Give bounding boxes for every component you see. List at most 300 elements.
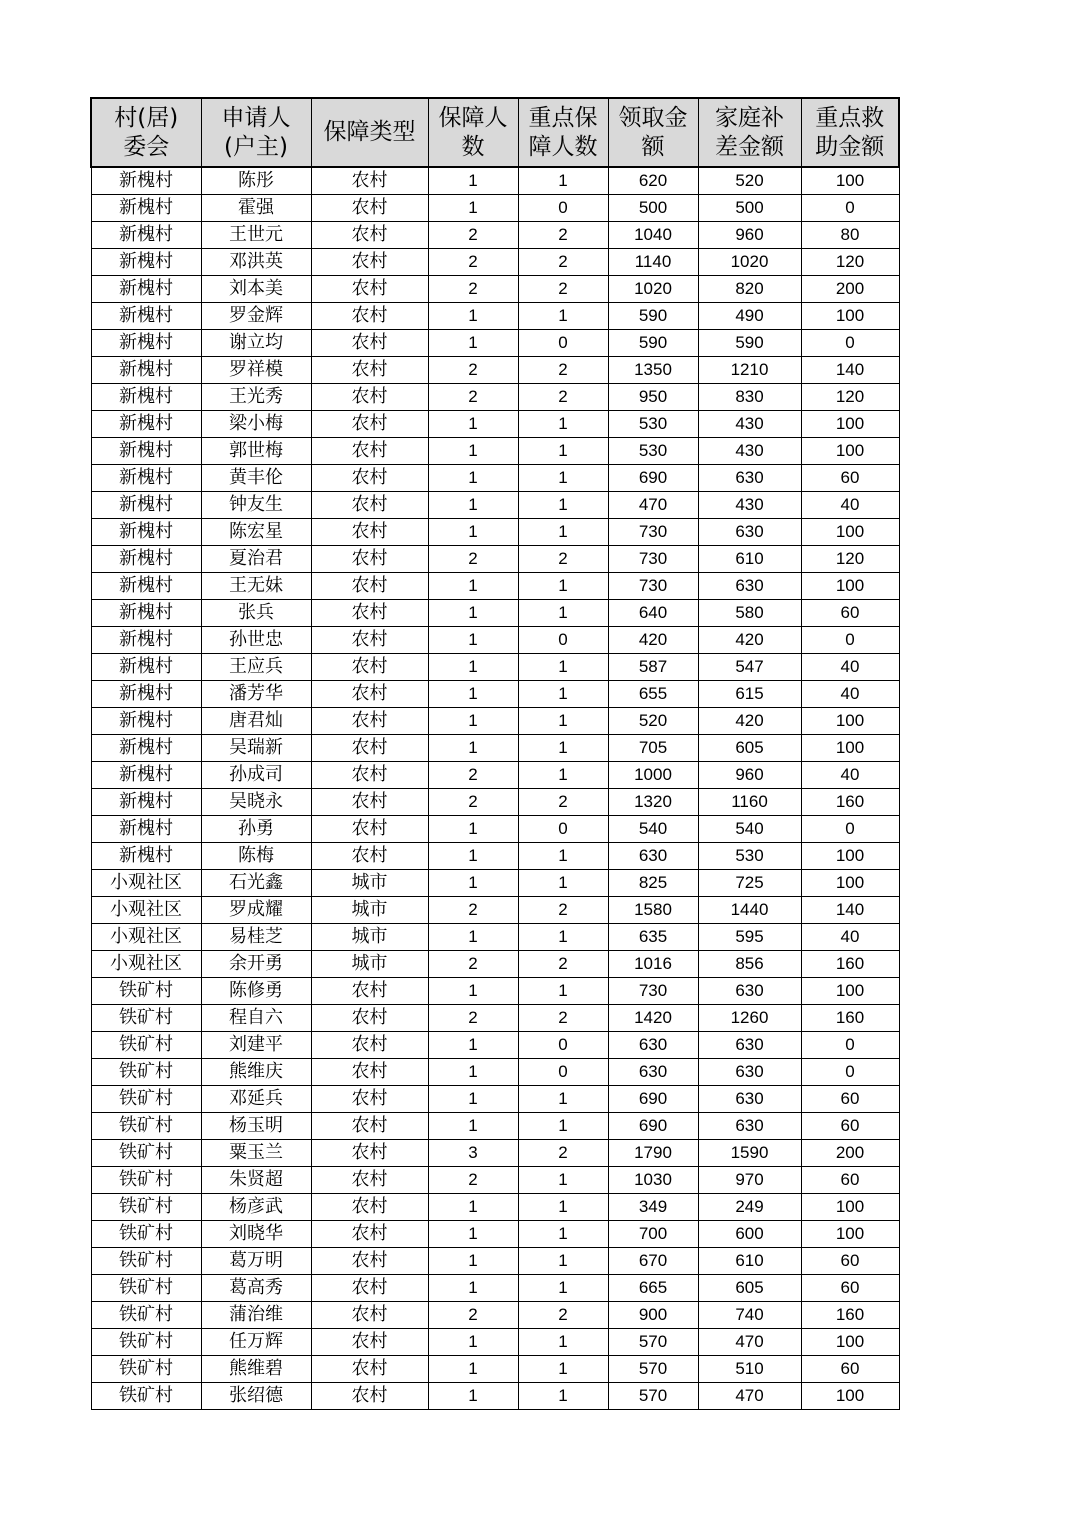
cell-key-insured-count: 1 <box>518 924 608 951</box>
cell-security-type: 农村 <box>311 1086 428 1113</box>
table-row <box>91 195 899 222</box>
cell-received-amount: 570 <box>608 1383 698 1410</box>
cell-family-subsidy: 249 <box>698 1194 801 1221</box>
cell-received-amount: 825 <box>608 870 698 897</box>
cell-family-subsidy: 430 <box>698 492 801 519</box>
cell-key-relief-amount: 60 <box>801 1086 899 1113</box>
cell-applicant: 程自六 <box>201 1005 311 1032</box>
cell-family-subsidy: 595 <box>698 924 801 951</box>
cell-applicant: 朱贤超 <box>201 1167 311 1194</box>
cell-received-amount: 1140 <box>608 249 698 276</box>
cell-applicant: 夏治君 <box>201 546 311 573</box>
table-row <box>91 897 899 924</box>
cell-applicant: 唐君灿 <box>201 708 311 735</box>
cell-received-amount: 690 <box>608 1086 698 1113</box>
cell-applicant: 蒲治维 <box>201 1302 311 1329</box>
cell-key-insured-count: 1 <box>518 978 608 1005</box>
cell-applicant: 张绍德 <box>201 1383 311 1410</box>
cell-security-type: 农村 <box>311 1005 428 1032</box>
cell-applicant: 钟友生 <box>201 492 311 519</box>
cell-key-insured-count: 2 <box>518 222 608 249</box>
cell-key-insured-count: 2 <box>518 897 608 924</box>
table-row <box>91 249 899 276</box>
cell-insured-count: 1 <box>428 681 518 708</box>
cell-committee: 铁矿村 <box>91 1356 201 1383</box>
cell-family-subsidy: 820 <box>698 276 801 303</box>
table-row <box>91 357 899 384</box>
cell-key-relief-amount: 200 <box>801 276 899 303</box>
cell-key-insured-count: 1 <box>518 167 608 195</box>
cell-family-subsidy: 610 <box>698 1248 801 1275</box>
cell-security-type: 农村 <box>311 1059 428 1086</box>
cell-applicant: 孙勇 <box>201 816 311 843</box>
table-row <box>91 654 899 681</box>
cell-received-amount: 630 <box>608 1032 698 1059</box>
cell-security-type: 农村 <box>311 681 428 708</box>
cell-received-amount: 620 <box>608 167 698 195</box>
cell-insured-count: 1 <box>428 1194 518 1221</box>
cell-committee: 小观社区 <box>91 951 201 978</box>
cell-security-type: 农村 <box>311 627 428 654</box>
cell-family-subsidy: 605 <box>698 1275 801 1302</box>
cell-family-subsidy: 490 <box>698 303 801 330</box>
cell-received-amount: 640 <box>608 600 698 627</box>
cell-committee: 铁矿村 <box>91 1032 201 1059</box>
table-row <box>91 1194 899 1221</box>
cell-security-type: 农村 <box>311 1032 428 1059</box>
cell-committee: 铁矿村 <box>91 1194 201 1221</box>
table-row <box>91 1113 899 1140</box>
cell-key-relief-amount: 140 <box>801 897 899 924</box>
cell-family-subsidy: 420 <box>698 627 801 654</box>
cell-security-type: 农村 <box>311 276 428 303</box>
table-row <box>91 519 899 546</box>
table-row <box>91 762 899 789</box>
cell-key-insured-count: 2 <box>518 1302 608 1329</box>
cell-applicant: 陈梅 <box>201 843 311 870</box>
cell-family-subsidy: 630 <box>698 1086 801 1113</box>
cell-key-relief-amount: 100 <box>801 1383 899 1410</box>
cell-applicant: 刘本美 <box>201 276 311 303</box>
cell-applicant: 葛高秀 <box>201 1275 311 1302</box>
cell-committee: 新槐村 <box>91 438 201 465</box>
table-row <box>91 681 899 708</box>
cell-family-subsidy: 430 <box>698 438 801 465</box>
cell-key-relief-amount: 160 <box>801 789 899 816</box>
cell-insured-count: 1 <box>428 167 518 195</box>
cell-committee: 铁矿村 <box>91 1005 201 1032</box>
cell-insured-count: 1 <box>428 654 518 681</box>
cell-committee: 小观社区 <box>91 897 201 924</box>
cell-key-insured-count: 2 <box>518 546 608 573</box>
cell-applicant: 任万辉 <box>201 1329 311 1356</box>
cell-committee: 小观社区 <box>91 870 201 897</box>
cell-committee: 新槐村 <box>91 573 201 600</box>
cell-received-amount: 655 <box>608 681 698 708</box>
cell-received-amount: 630 <box>608 1059 698 1086</box>
cell-committee: 新槐村 <box>91 546 201 573</box>
cell-insured-count: 2 <box>428 897 518 924</box>
cell-committee: 铁矿村 <box>91 1221 201 1248</box>
cell-family-subsidy: 630 <box>698 1032 801 1059</box>
cell-applicant: 杨彦武 <box>201 1194 311 1221</box>
table-row <box>91 1275 899 1302</box>
cell-security-type: 农村 <box>311 1356 428 1383</box>
cell-security-type: 农村 <box>311 978 428 1005</box>
cell-security-type: 农村 <box>311 573 428 600</box>
cell-insured-count: 2 <box>428 789 518 816</box>
cell-insured-count: 3 <box>428 1140 518 1167</box>
cell-received-amount: 700 <box>608 1221 698 1248</box>
cell-applicant: 余开勇 <box>201 951 311 978</box>
cell-committee: 铁矿村 <box>91 1140 201 1167</box>
cell-insured-count: 2 <box>428 546 518 573</box>
cell-applicant: 王应兵 <box>201 654 311 681</box>
cell-security-type: 农村 <box>311 249 428 276</box>
cell-family-subsidy: 725 <box>698 870 801 897</box>
cell-committee: 新槐村 <box>91 816 201 843</box>
cell-key-insured-count: 1 <box>518 1167 608 1194</box>
cell-key-relief-amount: 100 <box>801 573 899 600</box>
cell-received-amount: 1320 <box>608 789 698 816</box>
cell-key-relief-amount: 100 <box>801 438 899 465</box>
cell-family-subsidy: 970 <box>698 1167 801 1194</box>
cell-committee: 新槐村 <box>91 681 201 708</box>
table-row <box>91 951 899 978</box>
table-row <box>91 1140 899 1167</box>
cell-applicant: 邓延兵 <box>201 1086 311 1113</box>
cell-key-insured-count: 0 <box>518 627 608 654</box>
cell-key-insured-count: 0 <box>518 1059 608 1086</box>
cell-received-amount: 590 <box>608 330 698 357</box>
cell-insured-count: 1 <box>428 1248 518 1275</box>
cell-insured-count: 1 <box>428 870 518 897</box>
cell-insured-count: 1 <box>428 303 518 330</box>
header-row <box>91 98 899 167</box>
cell-security-type: 城市 <box>311 951 428 978</box>
cell-applicant: 陈彤 <box>201 167 311 195</box>
cell-insured-count: 1 <box>428 627 518 654</box>
cell-security-type: 城市 <box>311 897 428 924</box>
cell-key-insured-count: 2 <box>518 951 608 978</box>
cell-key-insured-count: 1 <box>518 1194 608 1221</box>
cell-received-amount: 730 <box>608 978 698 1005</box>
table-row <box>91 1383 899 1410</box>
cell-received-amount: 590 <box>608 303 698 330</box>
cell-family-subsidy: 520 <box>698 167 801 195</box>
cell-committee: 新槐村 <box>91 762 201 789</box>
cell-key-insured-count: 1 <box>518 1275 608 1302</box>
cell-family-subsidy: 1020 <box>698 249 801 276</box>
cell-key-relief-amount: 100 <box>801 978 899 1005</box>
cell-committee: 新槐村 <box>91 492 201 519</box>
table-row <box>91 438 899 465</box>
cell-key-insured-count: 1 <box>518 303 608 330</box>
cell-insured-count: 1 <box>428 816 518 843</box>
table-row <box>91 1302 899 1329</box>
cell-key-relief-amount: 60 <box>801 1113 899 1140</box>
table-row <box>91 816 899 843</box>
cell-received-amount: 690 <box>608 465 698 492</box>
cell-committee: 新槐村 <box>91 465 201 492</box>
cell-applicant: 罗金辉 <box>201 303 311 330</box>
cell-committee: 铁矿村 <box>91 1059 201 1086</box>
cell-received-amount: 520 <box>608 708 698 735</box>
cell-applicant: 粟玉兰 <box>201 1140 311 1167</box>
cell-key-insured-count: 1 <box>518 1383 608 1410</box>
cell-committee: 新槐村 <box>91 843 201 870</box>
cell-security-type: 农村 <box>311 1221 428 1248</box>
cell-applicant: 王光秀 <box>201 384 311 411</box>
cell-applicant: 罗祥模 <box>201 357 311 384</box>
cell-key-relief-amount: 60 <box>801 1275 899 1302</box>
cell-security-type: 农村 <box>311 465 428 492</box>
cell-received-amount: 635 <box>608 924 698 951</box>
table-row <box>91 870 899 897</box>
table-row <box>91 276 899 303</box>
cell-applicant: 潘芳华 <box>201 681 311 708</box>
cell-security-type: 农村 <box>311 222 428 249</box>
cell-key-relief-amount: 40 <box>801 762 899 789</box>
cell-key-relief-amount: 140 <box>801 357 899 384</box>
table-row <box>91 1005 899 1032</box>
table-row <box>91 789 899 816</box>
cell-applicant: 王世元 <box>201 222 311 249</box>
cell-committee: 铁矿村 <box>91 1167 201 1194</box>
cell-received-amount: 1580 <box>608 897 698 924</box>
table-row <box>91 411 899 438</box>
cell-committee: 铁矿村 <box>91 1302 201 1329</box>
cell-key-insured-count: 1 <box>518 1086 608 1113</box>
cell-received-amount: 530 <box>608 438 698 465</box>
cell-key-insured-count: 2 <box>518 1140 608 1167</box>
cell-key-insured-count: 0 <box>518 1032 608 1059</box>
cell-family-subsidy: 1160 <box>698 789 801 816</box>
cell-key-insured-count: 2 <box>518 384 608 411</box>
cell-received-amount: 1000 <box>608 762 698 789</box>
cell-key-insured-count: 1 <box>518 1356 608 1383</box>
cell-insured-count: 1 <box>428 843 518 870</box>
cell-insured-count: 1 <box>428 1383 518 1410</box>
cell-key-insured-count: 1 <box>518 870 608 897</box>
header-insured-count: 保障人 数 <box>428 98 518 167</box>
cell-key-insured-count: 1 <box>518 708 608 735</box>
cell-family-subsidy: 530 <box>698 843 801 870</box>
cell-applicant: 郭世梅 <box>201 438 311 465</box>
cell-key-relief-amount: 120 <box>801 384 899 411</box>
cell-received-amount: 1790 <box>608 1140 698 1167</box>
cell-insured-count: 1 <box>428 411 518 438</box>
header-family-subsidy: 家庭补 差金额 <box>698 98 801 167</box>
cell-insured-count: 2 <box>428 951 518 978</box>
cell-key-insured-count: 1 <box>518 465 608 492</box>
cell-applicant: 刘晓华 <box>201 1221 311 1248</box>
cell-family-subsidy: 547 <box>698 654 801 681</box>
table-row <box>91 735 899 762</box>
cell-committee: 新槐村 <box>91 249 201 276</box>
cell-security-type: 农村 <box>311 1248 428 1275</box>
cell-received-amount: 420 <box>608 627 698 654</box>
table-row <box>91 1248 899 1275</box>
cell-key-relief-amount: 160 <box>801 951 899 978</box>
cell-family-subsidy: 615 <box>698 681 801 708</box>
cell-key-insured-count: 1 <box>518 762 608 789</box>
cell-key-insured-count: 1 <box>518 1248 608 1275</box>
cell-family-subsidy: 500 <box>698 195 801 222</box>
cell-insured-count: 2 <box>428 1005 518 1032</box>
table-row <box>91 330 899 357</box>
cell-key-relief-amount: 60 <box>801 600 899 627</box>
cell-applicant: 陈宏星 <box>201 519 311 546</box>
cell-key-relief-amount: 100 <box>801 1194 899 1221</box>
cell-applicant: 杨玉明 <box>201 1113 311 1140</box>
cell-key-relief-amount: 100 <box>801 167 899 195</box>
table-row <box>91 167 899 195</box>
cell-insured-count: 1 <box>428 1032 518 1059</box>
cell-family-subsidy: 630 <box>698 573 801 600</box>
cell-received-amount: 690 <box>608 1113 698 1140</box>
cell-family-subsidy: 600 <box>698 1221 801 1248</box>
cell-received-amount: 1420 <box>608 1005 698 1032</box>
table-row <box>91 1329 899 1356</box>
cell-family-subsidy: 605 <box>698 735 801 762</box>
cell-applicant: 霍强 <box>201 195 311 222</box>
cell-insured-count: 1 <box>428 1059 518 1086</box>
cell-received-amount: 570 <box>608 1329 698 1356</box>
cell-received-amount: 530 <box>608 411 698 438</box>
cell-family-subsidy: 960 <box>698 222 801 249</box>
cell-security-type: 农村 <box>311 1140 428 1167</box>
cell-insured-count: 1 <box>428 1329 518 1356</box>
cell-family-subsidy: 580 <box>698 600 801 627</box>
cell-key-relief-amount: 0 <box>801 1032 899 1059</box>
cell-committee: 新槐村 <box>91 357 201 384</box>
cell-received-amount: 587 <box>608 654 698 681</box>
cell-committee: 新槐村 <box>91 330 201 357</box>
cell-applicant: 熊维庆 <box>201 1059 311 1086</box>
cell-insured-count: 1 <box>428 519 518 546</box>
header-received-amount: 领取金 额 <box>608 98 698 167</box>
cell-key-relief-amount: 60 <box>801 1356 899 1383</box>
cell-insured-count: 1 <box>428 438 518 465</box>
cell-insured-count: 1 <box>428 330 518 357</box>
cell-received-amount: 670 <box>608 1248 698 1275</box>
cell-applicant: 吴瑞新 <box>201 735 311 762</box>
cell-key-relief-amount: 40 <box>801 654 899 681</box>
header-applicant: 申请人 (户主) <box>201 98 311 167</box>
cell-family-subsidy: 630 <box>698 978 801 1005</box>
cell-applicant: 石光鑫 <box>201 870 311 897</box>
cell-security-type: 城市 <box>311 924 428 951</box>
table-row <box>91 492 899 519</box>
cell-insured-count: 1 <box>428 492 518 519</box>
cell-key-relief-amount: 0 <box>801 1059 899 1086</box>
cell-key-relief-amount: 0 <box>801 816 899 843</box>
cell-key-insured-count: 1 <box>518 600 608 627</box>
cell-key-relief-amount: 40 <box>801 681 899 708</box>
cell-key-insured-count: 0 <box>518 816 608 843</box>
cell-received-amount: 630 <box>608 843 698 870</box>
cell-security-type: 农村 <box>311 1302 428 1329</box>
cell-received-amount: 665 <box>608 1275 698 1302</box>
cell-family-subsidy: 470 <box>698 1329 801 1356</box>
cell-family-subsidy: 630 <box>698 1113 801 1140</box>
cell-family-subsidy: 420 <box>698 708 801 735</box>
cell-applicant: 孙成司 <box>201 762 311 789</box>
cell-insured-count: 2 <box>428 357 518 384</box>
table-row <box>91 384 899 411</box>
cell-committee: 新槐村 <box>91 303 201 330</box>
header-committee: 村(居) 委会 <box>91 98 201 167</box>
cell-insured-count: 1 <box>428 1275 518 1302</box>
cell-key-insured-count: 2 <box>518 357 608 384</box>
cell-key-insured-count: 1 <box>518 519 608 546</box>
cell-received-amount: 540 <box>608 816 698 843</box>
table-row <box>91 627 899 654</box>
cell-security-type: 农村 <box>311 357 428 384</box>
cell-family-subsidy: 610 <box>698 546 801 573</box>
cell-insured-count: 1 <box>428 1356 518 1383</box>
cell-applicant: 陈修勇 <box>201 978 311 1005</box>
cell-committee: 新槐村 <box>91 222 201 249</box>
header-key-relief-amount: 重点救 助金额 <box>801 98 899 167</box>
cell-family-subsidy: 510 <box>698 1356 801 1383</box>
table-row <box>91 303 899 330</box>
cell-security-type: 农村 <box>311 816 428 843</box>
table-row <box>91 600 899 627</box>
cell-key-insured-count: 1 <box>518 735 608 762</box>
cell-applicant: 刘建平 <box>201 1032 311 1059</box>
cell-family-subsidy: 830 <box>698 384 801 411</box>
cell-family-subsidy: 590 <box>698 330 801 357</box>
cell-key-relief-amount: 160 <box>801 1302 899 1329</box>
cell-family-subsidy: 430 <box>698 411 801 438</box>
cell-insured-count: 2 <box>428 1167 518 1194</box>
table-row <box>91 708 899 735</box>
cell-committee: 铁矿村 <box>91 978 201 1005</box>
cell-key-relief-amount: 100 <box>801 843 899 870</box>
cell-insured-count: 1 <box>428 708 518 735</box>
cell-security-type: 农村 <box>311 708 428 735</box>
cell-applicant: 吴晓永 <box>201 789 311 816</box>
cell-key-insured-count: 1 <box>518 492 608 519</box>
cell-committee: 铁矿村 <box>91 1329 201 1356</box>
cell-key-relief-amount: 160 <box>801 1005 899 1032</box>
cell-family-subsidy: 540 <box>698 816 801 843</box>
cell-received-amount: 349 <box>608 1194 698 1221</box>
cell-security-type: 农村 <box>311 843 428 870</box>
cell-received-amount: 730 <box>608 546 698 573</box>
cell-key-insured-count: 1 <box>518 1113 608 1140</box>
cell-committee: 新槐村 <box>91 735 201 762</box>
cell-committee: 新槐村 <box>91 708 201 735</box>
table-row <box>91 1221 899 1248</box>
cell-security-type: 农村 <box>311 1383 428 1410</box>
cell-key-insured-count: 1 <box>518 1221 608 1248</box>
cell-key-relief-amount: 100 <box>801 519 899 546</box>
cell-key-relief-amount: 80 <box>801 222 899 249</box>
cell-applicant: 谢立均 <box>201 330 311 357</box>
cell-key-relief-amount: 100 <box>801 1221 899 1248</box>
cell-key-relief-amount: 40 <box>801 492 899 519</box>
cell-key-relief-amount: 100 <box>801 303 899 330</box>
table-row <box>91 222 899 249</box>
cell-committee: 新槐村 <box>91 654 201 681</box>
cell-security-type: 农村 <box>311 546 428 573</box>
cell-security-type: 农村 <box>311 735 428 762</box>
cell-applicant: 梁小梅 <box>201 411 311 438</box>
cell-applicant: 罗成耀 <box>201 897 311 924</box>
